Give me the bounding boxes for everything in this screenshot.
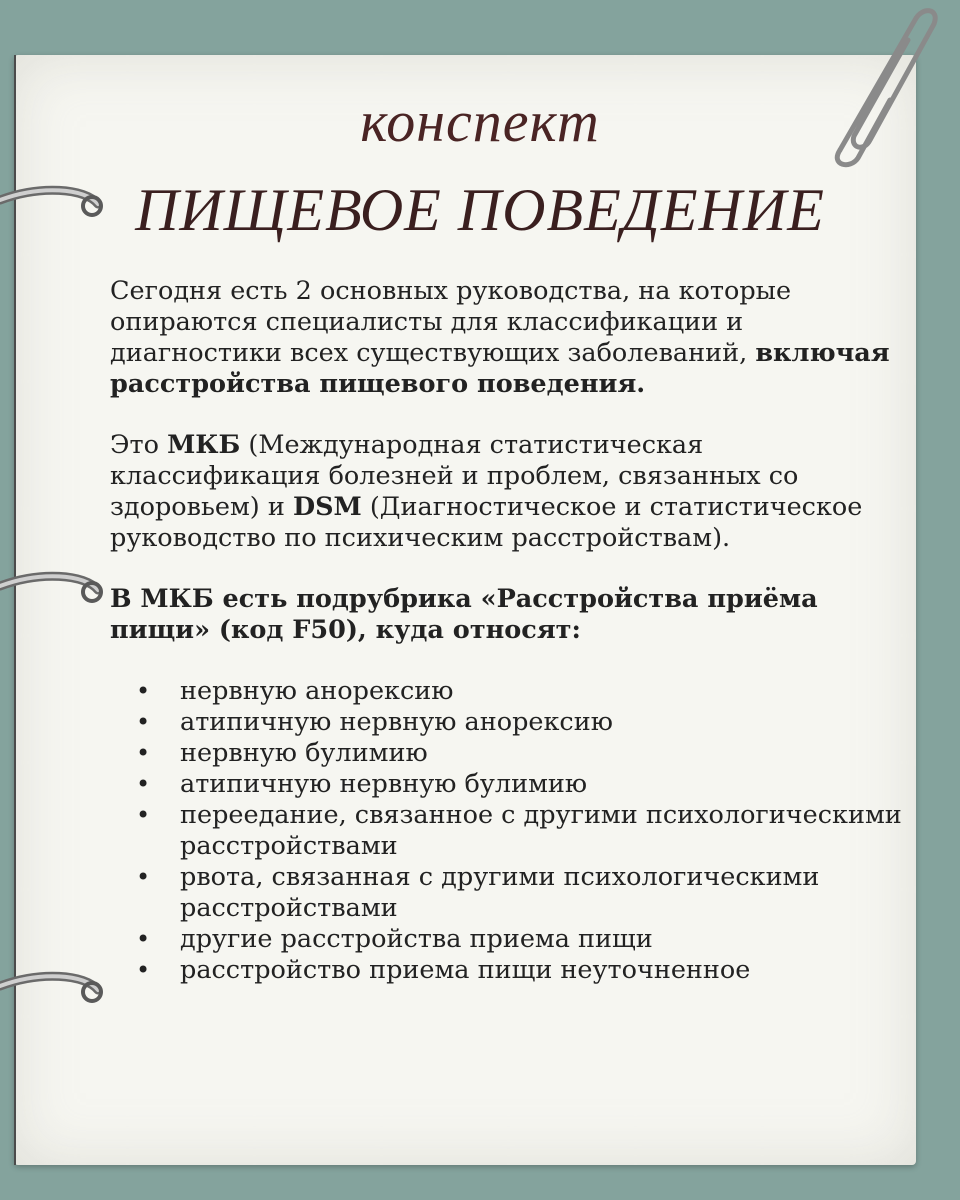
list-item-text: атипичную нервную анорексию [180, 707, 613, 737]
list-item [110, 769, 910, 800]
page-title: ПИЩЕВОЕ ПОВЕДЕНИЕ [135, 177, 825, 243]
guides-text-3: (Диагностическое и статистическое руководство по психическим расстройствам). [110, 492, 863, 553]
bullet: • [136, 801, 151, 829]
page-subtitle: конспект [360, 89, 600, 154]
list-item-text: атипичную нервную булимию [180, 769, 588, 799]
list-item-text: рвота, связанная с другими психологическими расстройствами [180, 862, 820, 923]
paragraph-intro [110, 276, 910, 400]
list-item [110, 955, 910, 986]
list-item [110, 676, 910, 707]
list-item-text: переедание, связанное с другими психологическими расстройствами [180, 800, 902, 861]
paragraph-guides [110, 430, 910, 554]
guides-text-2: (Международная статистическая классификация болезней и проблем, связанных со здоровьем) и [110, 430, 799, 522]
subrubric-text: В МКБ есть подрубрика «Расстройства приёма пищи» (код F50), куда относят: [110, 584, 818, 645]
disorders-list [110, 676, 910, 986]
bullet: • [136, 956, 151, 984]
bullet: • [136, 863, 151, 891]
bullet: • [136, 739, 151, 767]
list-item [110, 707, 910, 738]
list-item [110, 924, 910, 955]
list-item-text: расстройство приема пищи неуточненное [180, 955, 751, 985]
guides-dsm: DSM [292, 492, 362, 522]
bullet: • [136, 925, 151, 953]
list-item [110, 862, 910, 924]
paragraph-subrubric [110, 584, 910, 646]
list-item-text: другие расстройства приема пищи [180, 924, 653, 954]
notes-content [110, 276, 910, 986]
intro-bold-text: включая расстройства пищевого поведения. [110, 338, 890, 399]
list-item-text: нервную булимию [180, 738, 428, 768]
bullet: • [136, 708, 151, 736]
guides-mkb: МКБ [167, 430, 241, 460]
list-item [110, 738, 910, 769]
bullet: • [136, 677, 151, 705]
bullet: • [136, 770, 151, 798]
list-item [110, 800, 910, 862]
guides-text-1: Это [110, 430, 168, 460]
intro-text: Сегодня есть 2 основных руководства, на которые опираются специалисты для классификации и диагностики всех существующих заболеваний, [110, 276, 792, 368]
list-item-text: нервную анорексию [180, 676, 454, 706]
